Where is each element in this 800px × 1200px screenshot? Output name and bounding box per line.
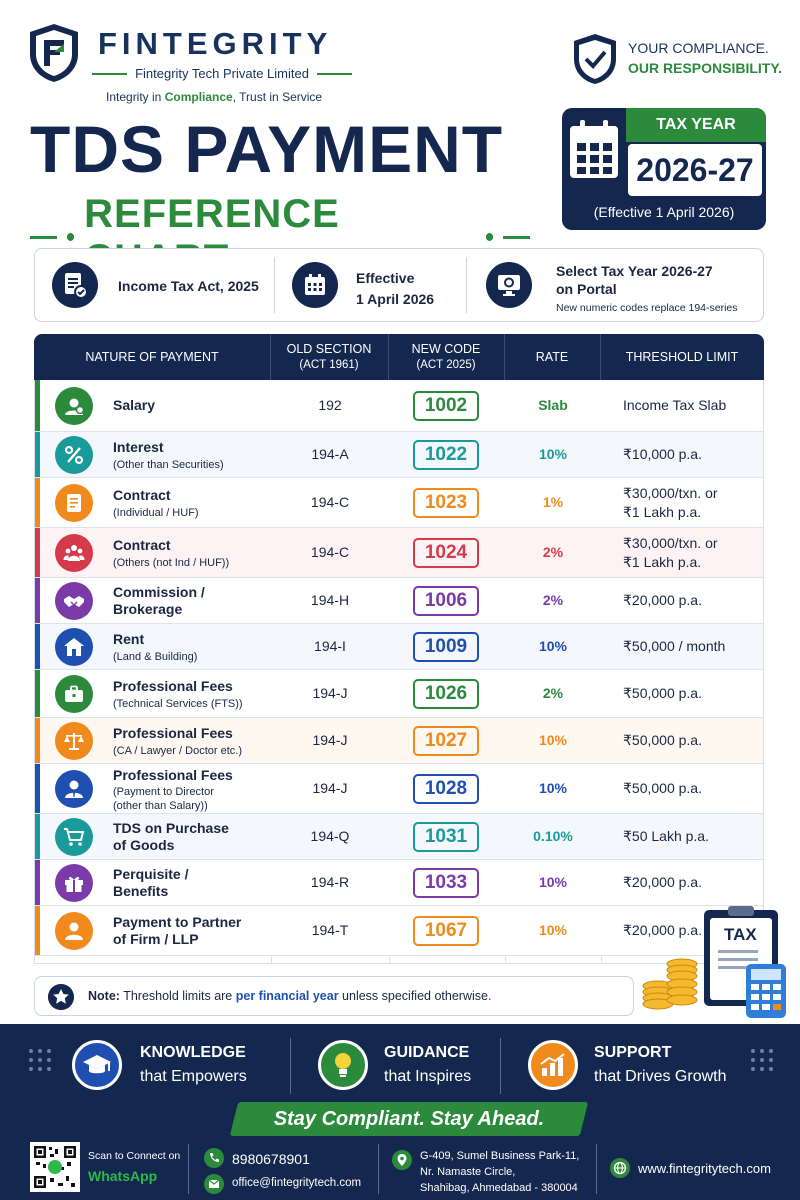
row-accent <box>35 860 40 905</box>
scales-icon <box>55 722 93 760</box>
tds-table <box>34 380 764 964</box>
compliance-line-1: YOUR COMPLIANCE. <box>628 40 769 56</box>
pillar-support-title: SUPPORT <box>594 1044 672 1061</box>
threshold-limit: ₹50,000 / month <box>623 638 726 654</box>
header-threshold: THRESHOLD LIMIT <box>625 350 739 364</box>
tagline: Integrity in Compliance, Trust in Service <box>106 90 323 104</box>
payment-name: Professional Fees <box>113 725 233 741</box>
new-code-badge: 1023 <box>413 488 479 518</box>
globe-icon <box>610 1158 630 1178</box>
payment-description: (Technical Services (FTS)) <box>113 698 243 710</box>
row-accent <box>35 670 40 717</box>
threshold-limit: ₹20,000 p.a. <box>623 922 702 938</box>
payment-description: (CA / Lawyer / Doctor etc.) <box>113 745 242 757</box>
row-accent <box>35 528 40 577</box>
pillar-knowledge-sub: that Empowers <box>140 1068 247 1085</box>
row-accent <box>35 906 40 955</box>
payment-name: Rent <box>113 631 145 647</box>
group-icon <box>55 534 93 572</box>
row-accent <box>35 432 40 477</box>
threshold-limit: ₹50,000 p.a. <box>623 780 702 796</box>
old-section: 194-J <box>312 780 348 796</box>
table-row <box>35 380 763 432</box>
payment-description: (Other than Securities) <box>113 459 224 471</box>
new-code-badge: 1027 <box>413 726 479 756</box>
new-code-badge: 1028 <box>413 774 479 804</box>
header-rate: RATE <box>535 350 569 364</box>
table-header <box>34 334 764 380</box>
rate-value: 10% <box>538 922 568 938</box>
table-row <box>35 528 763 578</box>
threshold-limit: ₹20,000 p.a. <box>623 592 702 608</box>
calendar-small-icon <box>292 262 338 308</box>
website-link[interactable]: www.fintegritytech.com <box>638 1161 771 1176</box>
new-code-badge: 1022 <box>413 440 479 470</box>
new-code-badge: 1006 <box>413 586 479 616</box>
growth-chart-icon <box>528 1040 578 1090</box>
tax-year-label: TAX YEAR <box>626 108 766 142</box>
payment-name: Salary <box>113 397 156 413</box>
threshold-limit: ₹10,000 p.a. <box>623 446 702 462</box>
new-code-badge: 1067 <box>413 916 479 946</box>
document-check-icon <box>52 262 98 308</box>
star-icon <box>48 984 74 1010</box>
payment-name: Contract <box>113 537 171 553</box>
old-section: 194-R <box>310 874 350 890</box>
rate-value: 10% <box>538 638 568 654</box>
table-row <box>35 578 763 624</box>
company-name: Fintegrity Tech Private Limited <box>92 66 352 81</box>
table-row <box>35 814 763 860</box>
email-icon <box>204 1174 224 1194</box>
payment-name: Interest <box>113 439 164 455</box>
scan-label: Scan to Connect on <box>88 1150 181 1162</box>
pillar-knowledge-title: KNOWLEDGE <box>140 1044 246 1061</box>
divider <box>596 1144 597 1194</box>
old-section: 194-T <box>311 922 349 938</box>
graduation-cap-icon <box>72 1040 122 1090</box>
info-effective: Effective 1 April 2026 <box>356 270 435 307</box>
threshold-limit: ₹50 Lakh p.a. <box>623 828 709 844</box>
new-code-badge: 1026 <box>413 679 479 709</box>
qr-code-icon[interactable] <box>30 1142 80 1192</box>
table-row <box>35 432 763 478</box>
divider <box>500 1038 501 1094</box>
brand-name: FINTEGRITY <box>98 26 333 61</box>
new-code-badge: 1002 <box>413 391 479 421</box>
rate-value: 1% <box>542 494 564 510</box>
payment-name: Commission / Brokerage <box>113 584 205 617</box>
info-portal: Select Tax Year 2026-27 on Portal <box>556 263 713 297</box>
row-accent <box>35 764 40 813</box>
payment-name: Professional Fees <box>113 678 233 694</box>
rate-value: 10% <box>538 446 568 462</box>
payment-name: Contract <box>113 487 171 503</box>
old-section: 194-J <box>312 685 348 701</box>
threshold-limit: ₹30,000/txn. or ₹1 Lakh p.a. <box>623 485 718 520</box>
table-row <box>35 670 763 718</box>
divider <box>378 1144 379 1194</box>
pillar-guidance-sub: that Inspires <box>384 1068 472 1085</box>
payment-description: (Land & Building) <box>113 651 198 663</box>
email-address[interactable]: office@fintegritytech.com <box>232 1177 362 1189</box>
decor-dots-icon <box>28 1048 52 1072</box>
row-accent <box>35 624 40 669</box>
phone-number[interactable]: 8980678901 <box>232 1151 310 1167</box>
person-icon <box>55 387 93 425</box>
threshold-limit: Income Tax Slab <box>623 397 727 413</box>
calendar-icon <box>568 116 620 192</box>
payment-name: Perquisite / Benefits <box>113 866 189 899</box>
payment-name: TDS on Purchase of Goods <box>113 820 229 853</box>
pillar-guidance-title: GUIDANCE <box>384 1044 470 1061</box>
old-section: 194-A <box>311 446 349 462</box>
payment-description: (Others (not Ind / HUF)) <box>113 557 230 569</box>
row-accent <box>35 718 40 763</box>
payment-name: Professional Fees <box>113 767 233 783</box>
table-row <box>35 718 763 764</box>
header-nature: NATURE OF PAYMENT <box>85 350 219 364</box>
gift-icon <box>55 864 93 902</box>
rate-value: 10% <box>538 732 568 748</box>
row-accent <box>35 578 40 623</box>
payment-description: (Individual / HUF) <box>113 507 199 519</box>
table-row <box>35 624 763 670</box>
handshake-icon <box>55 582 93 620</box>
tax-clipboard-illustration <box>642 904 792 1020</box>
threshold-limit: ₹30,000/txn. or ₹1 Lakh p.a. <box>623 535 718 570</box>
tax-label: TAX <box>724 925 757 944</box>
divider <box>188 1144 189 1194</box>
old-section: 192 <box>318 397 342 413</box>
threshold-limit: ₹20,000 p.a. <box>623 874 702 890</box>
rate-value: 2% <box>542 685 564 701</box>
director-icon <box>55 770 93 808</box>
new-code-badge: 1024 <box>413 538 479 568</box>
info-portal-note: New numeric codes replace 194-series <box>556 302 738 314</box>
lightbulb-icon <box>318 1040 368 1090</box>
rate-value: 2% <box>542 544 564 560</box>
briefcase-icon <box>55 675 93 713</box>
phone-icon <box>204 1148 224 1168</box>
document-icon <box>55 484 93 522</box>
new-code-badge: 1009 <box>413 632 479 662</box>
rate-value: 2% <box>542 592 564 608</box>
tax-year-effective: (Effective 1 April 2026) <box>593 204 735 220</box>
row-accent <box>35 478 40 527</box>
divider <box>290 1038 291 1094</box>
info-act: Income Tax Act, 2025 <box>118 278 259 294</box>
slogan-text: Stay Compliant. Stay Ahead. <box>273 1108 545 1130</box>
old-section: 194-J <box>312 732 348 748</box>
payment-description: (Payment to Director (other than Salary)) <box>113 786 214 812</box>
header-new-code: NEW CODE (ACT 2025) <box>411 342 481 371</box>
rate-value: 10% <box>538 874 568 890</box>
tax-year-value: 2026-27 <box>628 144 762 196</box>
table-row <box>35 764 763 814</box>
old-section: 194-Q <box>310 828 350 844</box>
new-code-badge: 1031 <box>413 822 479 852</box>
payment-name: Payment to Partner of Firm / LLP <box>113 914 242 947</box>
table-row <box>35 860 763 906</box>
house-icon <box>55 628 93 666</box>
row-accent <box>35 380 40 431</box>
header-old-section: OLD SECTION (ACT 1961) <box>286 342 372 371</box>
rate-value: 10% <box>538 780 568 796</box>
page-subtitle: REFERENCE <box>30 192 530 282</box>
divider <box>274 257 275 313</box>
address: G-409, Sumel Business Park-11, Nr. Namaste Circle, Shahibag, Ahmedabad - 380004 <box>420 1150 580 1194</box>
new-code-badge: 1033 <box>413 868 479 898</box>
old-section: 194-H <box>310 592 350 608</box>
note-text: Note: Threshold limits are per financial year unless specified otherwise. <box>88 989 492 1003</box>
threshold-limit: ₹50,000 p.a. <box>623 732 702 748</box>
percent-icon <box>55 436 93 474</box>
rate-value: 0.10% <box>533 828 573 844</box>
rate-value: Slab <box>538 397 568 413</box>
compliance-line-2: OUR RESPONSIBILITY. <box>628 60 783 76</box>
row-accent <box>35 814 40 859</box>
old-section: 194-C <box>310 544 350 560</box>
threshold-limit: ₹50,000 p.a. <box>623 685 702 701</box>
divider <box>466 257 467 313</box>
shield-check-icon <box>572 32 618 86</box>
cart-icon <box>55 818 93 856</box>
fintegrity-logo-icon <box>28 22 80 84</box>
pillar-support-sub: that Drives Growth <box>594 1068 727 1085</box>
location-pin-icon <box>392 1150 412 1170</box>
monitor-icon <box>486 262 532 308</box>
partner-icon <box>55 912 93 950</box>
whatsapp-link[interactable]: WhatsApp <box>88 1168 158 1184</box>
table-row <box>35 478 763 528</box>
old-section: 194-C <box>310 494 350 510</box>
decor-dots-icon <box>750 1048 774 1072</box>
old-section: 194-I <box>314 638 346 654</box>
page-title: TDS PAYMENT <box>30 112 504 186</box>
